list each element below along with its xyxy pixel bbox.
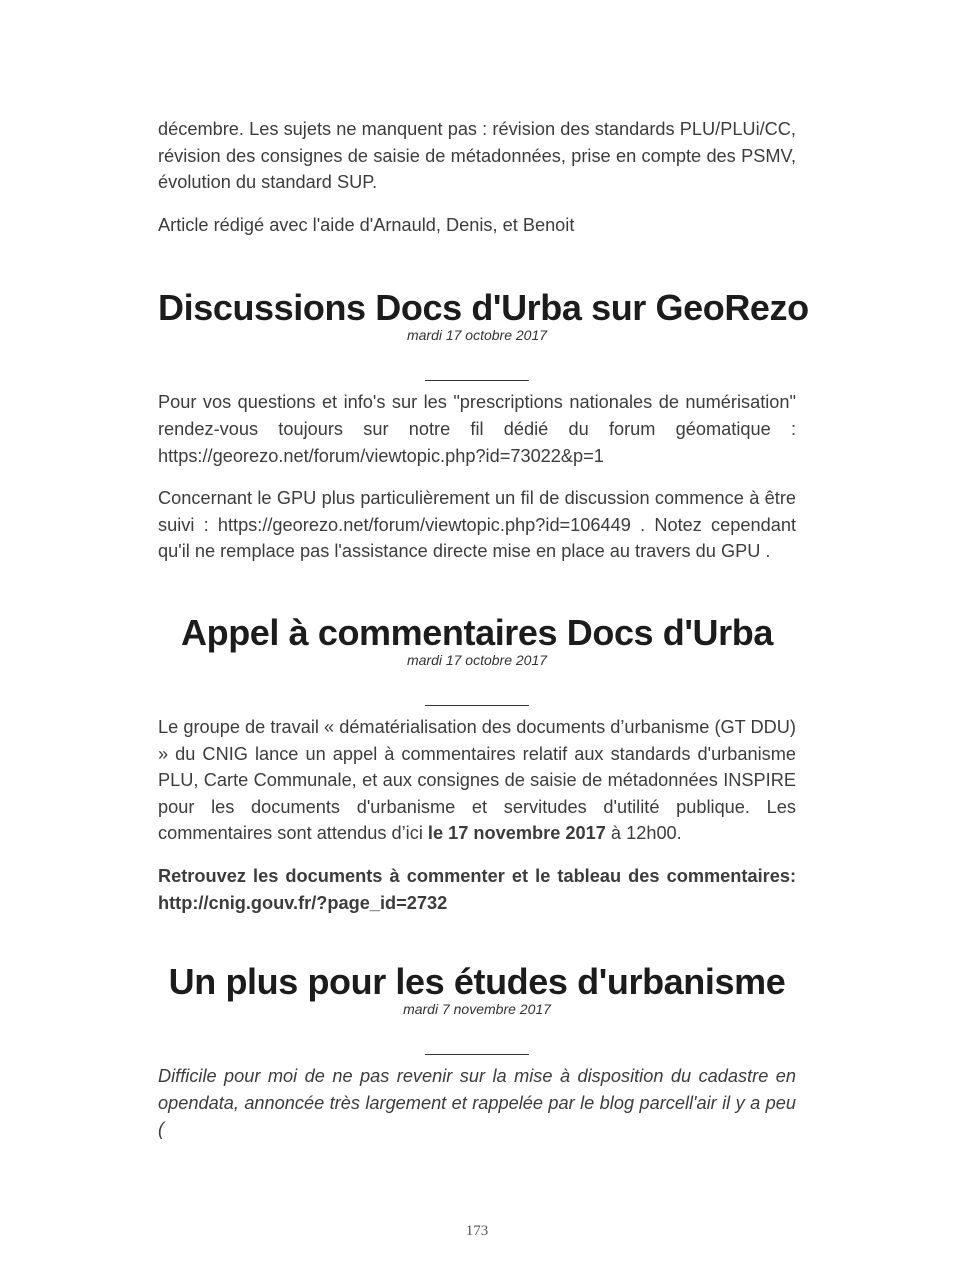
article-etudes	[158, 962, 796, 1143]
article-paragraph	[158, 863, 796, 916]
article-date: mardi 17 octobre 2017	[406, 327, 548, 344]
article-date: mardi 7 novembre 2017	[403, 1001, 551, 1018]
article-title: Appel à commentaires Docs d'Urba	[181, 611, 773, 653]
intro-paragraph: décembre. Les sujets ne manquent pas : révision des standards PLU/PLUi/CC, révision des consignes de saisie de métadonnées, prise en compte des PSMV, évolution du standard SUP.	[158, 119, 796, 193]
article-paragraph	[158, 714, 796, 847]
article-paragraph: Concernant le GPU plus particulièrement un fil de discussion commence à être suivi : https://georezo.net/forum/viewtopic.php?id=106449 . Notez cependant qu'il ne remplace pas l'assistance directe mise en place au travers du GPU .	[158, 488, 796, 562]
paragraph-text: à 12h00.	[605, 823, 682, 844]
documents-link-text: Retrouvez les documents à commenter et le tableau des commentaires: http://cnig.gouv.fr/?page_id=2732	[158, 865, 796, 913]
article-paragraph: Pour vos questions et info's sur les "prescriptions nationales de numérisation" rendez-vous toujours sur notre fil dédié du forum géomatique : https://georezo.net/forum/viewtopic.php?id=73022&p=1	[158, 392, 796, 466]
article-appel	[158, 613, 796, 916]
article-title: Un plus pour les études d'urbanisme	[168, 961, 786, 1003]
page-number: 173	[465, 1223, 489, 1239]
separator-line	[425, 705, 529, 706]
paragraph-text: Le groupe de travail « dématérialisation des documents d’urbanisme (GT DDU) » du CNIG lance un appel à commentaires relatif aux standards d'urbanisme PLU, Carte Communale, et aux consignes de saisie de métadonnées INSPIRE pour les documents d'urbanisme et servitudes d'utilité publique. Les commentaires sont attendus d’ici	[158, 716, 796, 844]
article-paragraph: Difficile pour moi de ne pas revenir sur la mise à disposition du cadastre en opendata, annoncée très largement et rappelée par le blog parcell'air il y a peu (	[158, 1066, 796, 1140]
document-page	[158, 116, 809, 1143]
deadline-text: le 17 novembre 2017	[427, 823, 606, 844]
separator-line	[425, 380, 529, 381]
article-title: Discussions Docs d'Urba sur GeoRezo	[158, 287, 809, 329]
separator-line	[425, 1054, 529, 1055]
intro-section	[158, 116, 796, 238]
article-discussions	[158, 287, 809, 565]
article-date: mardi 17 octobre 2017	[406, 651, 548, 668]
credit-line: Article rédigé avec l'aide d'Arnauld, Denis, et Benoit	[158, 214, 575, 235]
